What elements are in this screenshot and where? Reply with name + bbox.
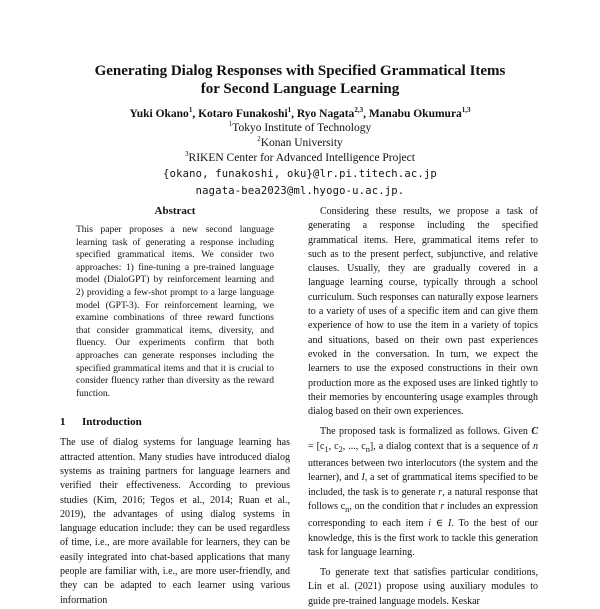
text-run: , a natural response that follows c [308, 486, 539, 512]
affil-mark: 1 [228, 120, 233, 129]
abstract-text: This paper proposes a new second language learning task of generating a response including specified grammatical items. We consider two approaches: 1) fine-tuning a pre-trained language model (DialoGPT) by reinforcement learning and 2) providing a few-shot prompt to a large language model (GPT-3). For reinforcement learning, we examine combinations of three reward functions that consider grammatical items, diversity, and fluency. Our experiments confirm that both approaches can generate responses including the specified grammatical items and that it is crucial to consider fluency rather than diversity as the reward function. [76, 225, 274, 399]
author-affil-mark: 1 [188, 106, 193, 115]
text-run: , ..., c [342, 440, 366, 452]
title-line-2: for Second Language Learning [200, 81, 400, 97]
abstract-heading: Abstract [154, 205, 196, 217]
email-line-1: {okano, funakoshi, oku}@lr.pi.titech.ac.jp [163, 168, 437, 180]
author-name: Kotaro Funakoshi [198, 108, 288, 120]
author-affil-mark: 1 [287, 106, 292, 115]
left-column [60, 205, 290, 608]
text-run: , a set of grammatical items specified to be included, the task is to generate [308, 472, 538, 498]
text-run: utterances between two interlocutors (the system and the learner), and [308, 458, 538, 484]
math-var: I [361, 472, 365, 484]
affil-name: RIKEN Center for Advanced Intelligence Project [188, 152, 415, 164]
intro-paragraph: The use of dialog systems for language learning has attracted attention. Many studies have introduced dialog systems as training partners for language learners and verified their effectiveness. According to previous studies (Kim, 2016; Tegos et al., 2014; Ruan et al., 2019), the advantages of using dialog systems in language education include: they can be used regardless of time, i.e., are more available for learners, they can be easily integrated into chat-based applications that many people are familiar with, i.e., are more user-friendly, and they can be adapted to each learner using various information [60, 437, 290, 606]
text-run: . To the best of our knowledge, this is the first work to tackle this generation task for language learning. [308, 518, 539, 558]
text-run: = [c [308, 440, 325, 452]
section-title: Introduction [82, 416, 142, 429]
math-sub: n [365, 444, 370, 454]
body-paragraph: Considering these results, we propose a task of generating a response including the specified grammatical items. Here, grammatical items refer to such as to the present perfect, subjunctive, and relative clauses. Usually, they are gradually covered in a language learning course, typically through a school curriculum. Such responses can naturally expose learners to a variety of uses of a specific item and can give them experience of how to use the item in a variety of topics and situations, based on their own past experiences evoked in the conversation. In turn, we expect the learners to use the exposed constructions in their own production more as the exposed uses are linked tightly to their memories by encountering usage examples through dialog based on their own experiences. [308, 206, 538, 418]
author-affil-mark: 2,3 [354, 106, 364, 115]
section-number: 1 [60, 416, 66, 429]
author-list: Yuki Okano$^1$, Kotaro Funakoshi$^1$, Ryo Nagata$^{2,3}$, Manabu Okumura$^{1,3}$ [129, 106, 471, 120]
author-name: Yuki Okano [129, 108, 189, 120]
author-name: Manabu Okumura [368, 108, 462, 120]
text-run: , on the condition that [349, 500, 441, 512]
affiliation [0, 121, 600, 136]
math-var: I [448, 518, 452, 530]
math-var: C [531, 426, 538, 438]
affiliation [0, 151, 600, 166]
math-var: r [438, 486, 443, 498]
math-sub: n [345, 504, 350, 514]
title-line-1: Generating Dialog Responses with Specified Grammatical Items [94, 63, 506, 79]
body-paragraph: To generate text that satisfies particular conditions, Lin et al. (2021) propose using auxiliary modules to guide pre-trained language models. Keskar [308, 567, 538, 607]
math-var: r [440, 500, 445, 512]
affiliation [0, 136, 600, 151]
math-var: i [428, 518, 432, 530]
affil-name: Konan University [260, 137, 343, 149]
section-heading [60, 416, 290, 428]
math-sub: 1 [324, 444, 329, 454]
text-run: The proposed task is formalized as follows. Given [320, 426, 532, 438]
right-column [308, 205, 538, 609]
author-name: Ryo Nagata [296, 108, 355, 120]
email-line-2: nagata-bea2023@ml.hyogo-u.ac.jp. [195, 185, 405, 197]
math-sub: 2 [338, 444, 343, 454]
author-affil-mark: 1,3 [461, 106, 471, 115]
text-run: ∈ [431, 518, 448, 530]
text-run: includes an expression corresponding to each item [308, 500, 538, 530]
affil-name: Tokyo Institute of Technology [232, 122, 372, 134]
paper-header [0, 62, 600, 200]
affil-mark: 2 [257, 135, 261, 144]
affil-mark: 3 [185, 150, 189, 159]
math-var: n [532, 440, 538, 452]
text-run: ], a dialog context that is a sequence of [369, 440, 533, 452]
text-run: , c [328, 440, 339, 452]
paper-title [0, 62, 600, 98]
task-definition-paragraph [308, 425, 538, 560]
